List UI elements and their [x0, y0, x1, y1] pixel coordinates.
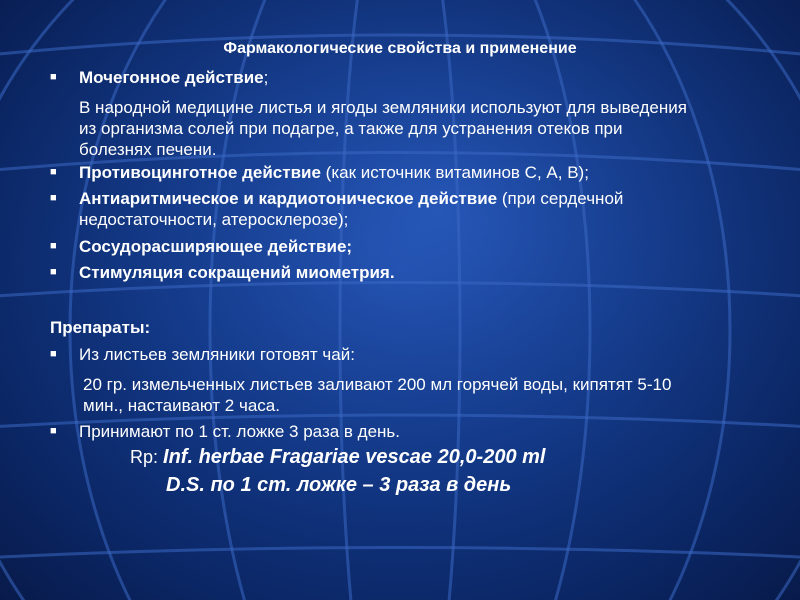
item-bold-text: Антиаритмическое и кардиотоническое действие	[79, 189, 498, 208]
slide-title: Фармакологические свойства и применение	[223, 40, 577, 57]
tea-recipe-paragraph	[83, 374, 783, 416]
item-bold-text: Противоцинготное действие	[79, 163, 321, 182]
folk-medicine-paragraph	[79, 97, 779, 160]
item-bold-text: Мочегонное действие	[79, 68, 264, 87]
paragraph-line: из организма солей при подагре, а также для устранения отеков при	[79, 119, 623, 138]
paragraph-line: 20 гр. измельченных листьев заливают 200 мл горячей воды, кипятят 5-10	[83, 375, 672, 394]
item-continuation-line: недостаточности, атеросклерозе);	[79, 210, 349, 229]
bullet-marker: ■	[50, 71, 57, 83]
bullet-marker: ■	[50, 348, 57, 360]
prescription-line-1	[130, 445, 545, 469]
list-item-dosage: Принимают по 1 ст. ложке 3 раза в день.	[79, 422, 401, 441]
paragraph-line: мин., настаивают 2 часа.	[83, 396, 280, 415]
list-item-diuretic	[79, 67, 268, 88]
list-item-antiarrhythmic	[79, 188, 779, 230]
paragraph-line: В народной медицине листья и ягоды земляники используют для выведения	[79, 98, 687, 117]
item-rest-text: ;	[263, 68, 269, 87]
list-item-vasodilating: Сосудорасширяющее действие;	[79, 237, 353, 256]
paragraph-line: болезнях печени.	[79, 140, 217, 159]
prescription-line-2: D.S. по 1 ст. ложке – 3 раза в день	[166, 474, 512, 496]
item-rest-text: (как источник витаминов С, А, В);	[320, 163, 589, 182]
preparations-heading: Препараты:	[50, 318, 151, 337]
item-rest-text: (при сердечной	[497, 189, 624, 208]
bullet-marker: ■	[50, 240, 57, 252]
list-item-antiscorbutic	[79, 162, 589, 183]
list-item-tea: Из листьев земляники готовят чай:	[79, 345, 355, 364]
bullet-marker: ■	[50, 425, 57, 437]
list-item-myometrium: Стимуляция сокращений миометрия.	[79, 263, 395, 282]
bullet-marker: ■	[50, 192, 57, 204]
bullet-marker: ■	[50, 266, 57, 278]
prescription-label: Rp:	[130, 447, 164, 467]
prescription-text: Inf. herbae Fragariae vescae 20,0-200 ml	[163, 446, 546, 468]
bullet-marker: ■	[50, 166, 57, 178]
